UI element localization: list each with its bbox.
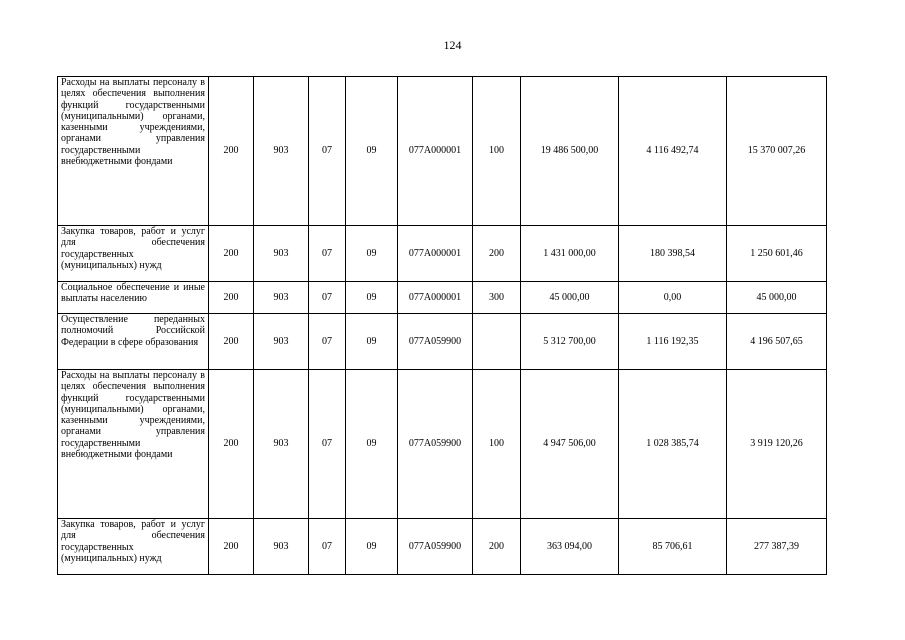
ministry-code-cell: 903 [254,314,309,370]
expense-type-cell: 200 [473,519,521,575]
subsection-code-cell: 09 [346,226,398,282]
subsection-code-cell: 09 [346,370,398,519]
amount-cell: 19 486 500,00 [521,77,619,226]
amount-cell: 0,00 [619,282,727,314]
amount-cell: 1 250 601,46 [727,226,827,282]
amount-cell: 180 398,54 [619,226,727,282]
amount-cell: 4 116 492,74 [619,77,727,226]
expense-type-cell: 200 [473,226,521,282]
admin-code-cell: 200 [209,519,254,575]
amount-cell: 85 706,61 [619,519,727,575]
admin-code-cell: 200 [209,226,254,282]
table-row [58,370,827,519]
section-code-cell: 07 [309,282,346,314]
page-number: 124 [443,38,462,52]
expense-type-cell: 100 [473,370,521,519]
ministry-code-cell: 903 [254,226,309,282]
target-article-cell: 077А000001 [398,282,473,314]
amount-cell: 15 370 007,26 [727,77,827,226]
section-code-cell: 07 [309,314,346,370]
subsection-code-cell: 09 [346,282,398,314]
admin-code-cell: 200 [209,282,254,314]
subsection-code-cell: 09 [346,77,398,226]
amount-cell: 4 947 506,00 [521,370,619,519]
ministry-code-cell: 903 [254,77,309,226]
subsection-code-cell: 09 [346,314,398,370]
expense-type-cell [473,314,521,370]
target-article-cell: 077А059900 [398,370,473,519]
subsection-code-cell: 09 [346,519,398,575]
target-article-cell: 077А059900 [398,314,473,370]
amount-cell: 45 000,00 [521,282,619,314]
section-code-cell: 07 [309,519,346,575]
expense-type-cell: 300 [473,282,521,314]
admin-code-cell: 200 [209,314,254,370]
row-description: Расходы на выплаты персоналу в целях обеспечения выполнения функций государственными (муниципальными) органами, казенными учреждениями, органами управления государственными внебюджетными фондами [58,77,209,226]
row-description: Закупка товаров, работ и услуг для обеспечения государственных (муниципальных) нужд [58,519,209,575]
section-code-cell: 07 [309,77,346,226]
ministry-code-cell: 903 [254,282,309,314]
expense-type-cell: 100 [473,77,521,226]
row-description: Расходы на выплаты персоналу в целях обеспечения выполнения функций государственными (муниципальными) органами, казенными учреждениями, органами управления государственными внебюджетными фондами [58,370,209,519]
table-row [58,314,827,370]
amount-cell: 1 028 385,74 [619,370,727,519]
amount-cell: 363 094,00 [521,519,619,575]
ministry-code-cell: 903 [254,519,309,575]
row-description: Осуществление переданных полномочий Российской Федерации в сфере образования [58,314,209,370]
amount-cell: 45 000,00 [727,282,827,314]
amount-cell: 3 919 120,26 [727,370,827,519]
target-article-cell: 077А059900 [398,519,473,575]
amount-cell: 4 196 507,65 [727,314,827,370]
section-code-cell: 07 [309,226,346,282]
row-description: Закупка товаров, работ и услуг для обеспечения государственных (муниципальных) нужд [58,226,209,282]
admin-code-cell: 200 [209,77,254,226]
ministry-code-cell: 903 [254,370,309,519]
table-row [58,226,827,282]
amount-cell: 1 431 000,00 [521,226,619,282]
amount-cell: 5 312 700,00 [521,314,619,370]
table-row [58,282,827,314]
admin-code-cell: 200 [209,370,254,519]
budget-table [57,76,827,575]
row-description: Социальное обеспечение и иные выплаты населению [58,282,209,314]
amount-cell: 277 387,39 [727,519,827,575]
table-row [58,77,827,226]
section-code-cell: 07 [309,370,346,519]
amount-cell: 1 116 192,35 [619,314,727,370]
target-article-cell: 077А000001 [398,226,473,282]
target-article-cell: 077А000001 [398,77,473,226]
table-row [58,519,827,575]
